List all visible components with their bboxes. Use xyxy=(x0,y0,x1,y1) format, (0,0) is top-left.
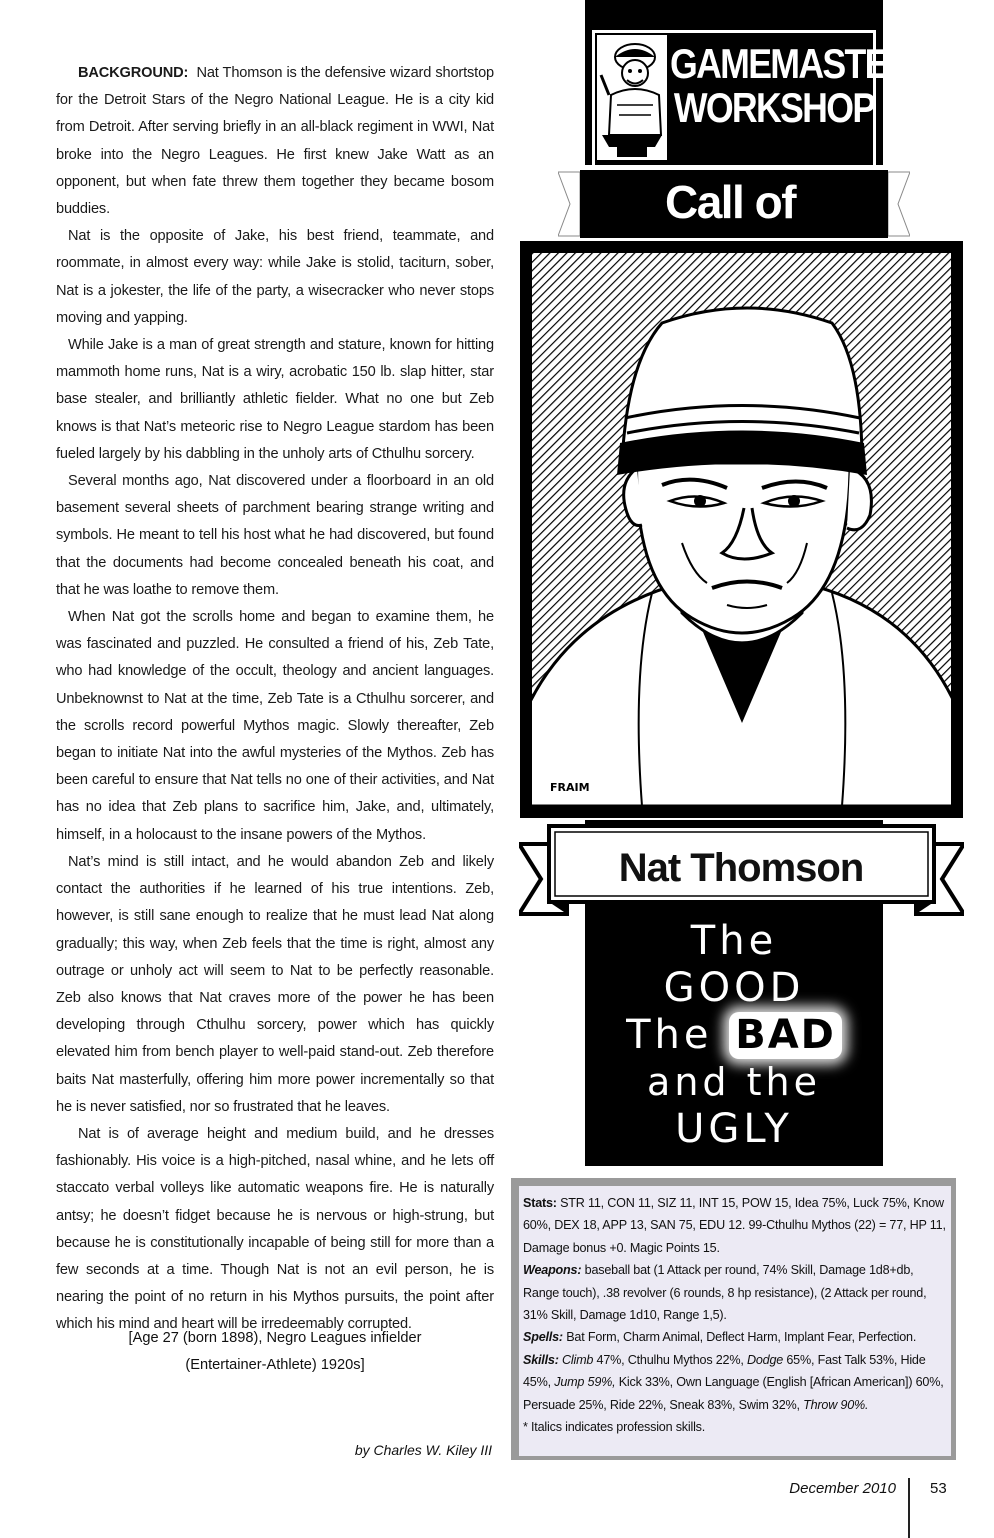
spells-entry xyxy=(523,1326,947,1348)
character-age-note xyxy=(56,1325,494,1379)
artist-signature: FRAIM xyxy=(550,781,590,794)
background-label: BACKGROUND: xyxy=(78,65,189,81)
spells-label: Spells: xyxy=(523,1330,563,1345)
series-title-line: UGLY xyxy=(675,1106,793,1152)
paragraph-text: Nat Thomson is the defensive wizard shortstop for the Detroit Stars of the Negro National League. He is a city kid from Detroit. After serving briefly in an all-black regiment in WWI, Nat broke into the Negro Leagues. He first knew Jake Watt as an opponent, but when fate threw them together they became bosom buddies. xyxy=(56,65,495,218)
article-paragraph: Nat is the opposite of Jake, his best friend, teammate, and roommate, in almost every way: while Jake is stolid, taciturn, sober, Nat is a jokester, the life of the party, a wisecracker who never stops moving and yapping. xyxy=(56,228,494,326)
header-title xyxy=(670,40,940,131)
stats-text: STR 11, CON 11, SIZ 11, INT 15, POW 15, Idea 75%, Luck 75%, Know 60%, DEX 18, APP 13, SAN 75, EDU 12. 99-Cthulhu Mythos (22) = 77, HP 11, Damage bonus +0. Magic Points 15. xyxy=(523,1196,946,1255)
weapons-text: baseball bat (1 Attack per round, 74% Skill, Damage 1d8+db, Range touch), .38 revolver (6 rounds, 8 hp resistance), (2 Attack per round, 31% Skill, Damage 1d10, Range 1,5). xyxy=(523,1263,927,1323)
series-title-line: The xyxy=(690,918,778,964)
header-title-line: WORKSHOP xyxy=(673,84,875,131)
stats-entry xyxy=(523,1192,947,1259)
issue-date: December 2010 xyxy=(789,1480,896,1497)
skill-dodge: Dodge xyxy=(746,1352,784,1367)
article-paragraph: Several months ago, Nat discovered under a floorboard in an old basement several sheets of parchment bearing strange writing and symbols. He meant to tell his host what he had discovered, but found that the documents had become concealed beneath his coat, and that he was loathe to remove them. xyxy=(56,473,494,598)
gamemaster-mascot-icon xyxy=(597,35,667,160)
page-number: 53 xyxy=(930,1480,947,1497)
age-line: (Entertainer-Athlete) 1920s] xyxy=(185,1357,365,1373)
spells-text: Bat Form, Charm Animal, Deflect Harm, Implant Fear, Perfection. xyxy=(566,1330,917,1345)
skill-text: 65%, Fast Talk 53%, Hide 45%, xyxy=(523,1352,926,1390)
article-paragraph: When Nat got the scrolls home and began to examine them, he was fascinated and puzzled. He consulted a friend of his, Zeb Tate, who had knowledge of the occult, theology and ancient languages. Unbeknownst to Nat at the time, Zeb Tate is a Cthulhu sorcerer, and the scrolls record powerful Mythos magic. Slowly thereafter, Zeb began to initiate Nat into the awful mysteries of the Mythos. Zeb has been careful to ensure that Nat tells no one of their activities, and Nat has no idea that Zeb plans to sacrifice him, Jake, and, ultimately, himself, in a holocaust to the insane powers of the Mythos. xyxy=(56,609,494,843)
series-title-line xyxy=(585,1012,883,1059)
skill-text: Kick 33%, Own Language (English [African American]) 60%, Persuade 25%, Ride 22%, Sneak 83%, Swim 32%, xyxy=(523,1375,944,1412)
stats-panel xyxy=(519,1186,951,1456)
skill-jump: Jump 59%, xyxy=(554,1375,616,1390)
stats-note: * Italics indicates profession skills. xyxy=(523,1420,706,1435)
weapons-label: Weapons: xyxy=(523,1263,582,1278)
footer-divider xyxy=(908,1478,910,1538)
series-title-line: GOOD xyxy=(663,965,805,1011)
stats-label: Stats: xyxy=(523,1196,557,1210)
character-portrait xyxy=(532,253,951,806)
article-paragraph xyxy=(56,60,494,223)
article-body xyxy=(56,60,494,1339)
skills-entry xyxy=(523,1349,947,1416)
article-paragraph: While Jake is a man of great strength and stature, known for hitting mammoth home runs, Nat is a wiry, acrobatic 150 lb. slap hitter, star base stealer, and brilliantly athletic fielder. What no one but Zeb knows is that Nat’s meteoric rise to Negro League stardom has been fueled largely by his dabbling in the unholy arts of Cthulhu sorcery. xyxy=(56,337,494,462)
skill-climb: Climb xyxy=(562,1352,594,1367)
skills-label: Skills: xyxy=(523,1352,559,1367)
game-system-label: Call of xyxy=(664,176,796,228)
series-word: The xyxy=(626,1012,713,1058)
series-word-bad: BAD xyxy=(729,1012,842,1059)
article-paragraph: Nat is of average height and medium build, and he dresses fashionably. His voice is a high-pitched, nasal whine, and he lets off staccato verbal volleys like automatic weapons fire. He is naturally antsy; he doesn’t fidget because he is nervous or high-strung, but because he is constitutionally incapable of being still for more than a few seconds at a time. Though Nat is not an evil person, he is nearing the point of no return in his Mythos pursuits, the point after which his mind and heart will be irredeemably corrupted. xyxy=(56,1125,494,1333)
header-title-line: GAMEMASTERS' xyxy=(670,40,940,87)
series-title-line: and the xyxy=(647,1060,821,1104)
skill-text: 47%, Cthulhu Mythos 22%, xyxy=(596,1352,744,1367)
weapons-entry xyxy=(523,1259,947,1326)
age-line: [Age 27 (born 1898), Negro Leagues infielder xyxy=(128,1330,422,1346)
character-name: Nat Thomson xyxy=(618,846,864,890)
article-paragraph: Nat’s mind is still intact, and he would abandon Zeb and likely contact the authorities if he learned of his true intentions. Zeb, however, is still sane enough to realize that he must lead Nat along gradually; this way, when Zeb feels that the time is right, almost any outrage or unholy act will seem to Nat to be perfectly reasonable. Zeb also knows that Nat craves more of the power he has been developing through Cthulhu sorcery, power which has quickly elevated him from bench player to well-paid stand-out. Zeb therefore baits Nat masterfully, offering him more power incrementally so that he is never satisfied, nor so frustrated that he leaves. xyxy=(56,853,494,1115)
byline: by Charles W. Kiley III xyxy=(354,1442,492,1458)
skill-throw: Throw 90%. xyxy=(803,1397,869,1412)
series-title xyxy=(585,918,883,1153)
